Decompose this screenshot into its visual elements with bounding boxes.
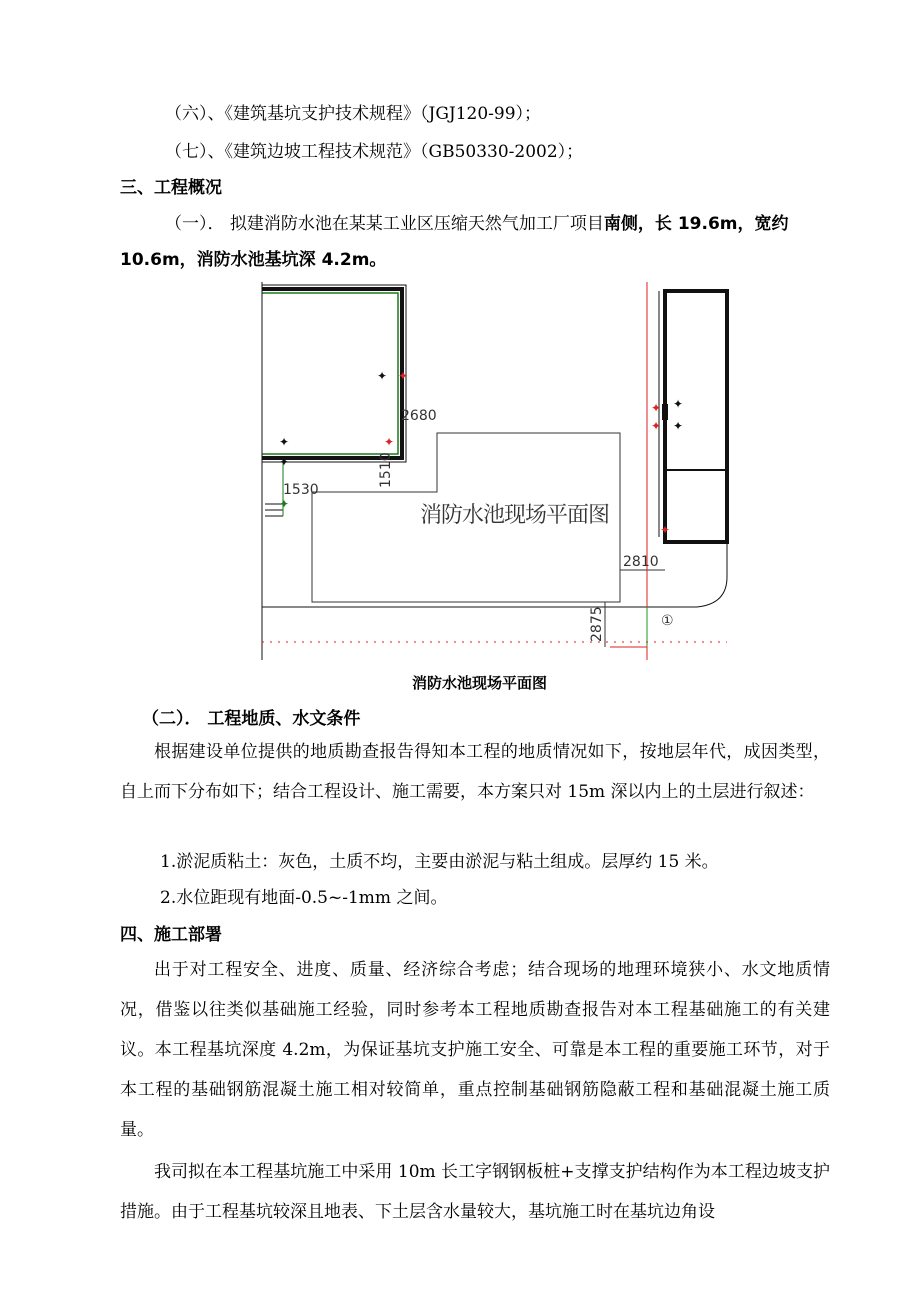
soil-layer-item-1: 1.淤泥质粘土：灰色，土质不均，主要由淤泥与粘土组成。层厚约 15 米。	[160, 852, 719, 872]
marker-red-5: ✦	[660, 523, 671, 537]
subsection-heading-2	[142, 711, 360, 728]
marker-red-3: ✦	[651, 401, 662, 415]
geology-paragraph	[120, 732, 830, 812]
marker-black-1: ✦	[377, 369, 388, 383]
marker-black-2: ✦	[279, 435, 290, 449]
marker-green-1: ✦	[279, 497, 290, 511]
section-heading-4: 四、施工部署	[120, 925, 222, 945]
section-heading-3: 三、工程概况	[120, 178, 222, 198]
overview-line-1-bold: 南侧，长 19.6m，宽约	[603, 214, 789, 234]
subsection-heading-2-text: （二）． 工程地质、水文条件	[142, 709, 361, 729]
overview-line-2: 10.6m，消防水池基坑深 4.2m。	[120, 250, 387, 270]
overview-line-1	[165, 216, 788, 233]
marker-red-4: ✦	[651, 419, 662, 433]
marker-red-2: ✦	[384, 435, 395, 449]
marker-red-1: ✦	[398, 369, 409, 383]
deployment-paragraph-1-text: 出于对工程安全、进度、质量、经济综合考虑；结合现场的地理环境狭小、水文地质情况，借鉴以往类似基础施工经验，同时参考本工程地质勘查报告对本工程基础施工的有关建议。本工程基坑深度 4.2m，为保证基坑支护施工安全、可靠是本工程的重要施工环节，对于本工程的基础钢筋混凝土施工相对较简单，重点控制基础钢筋隐蔽工程和基础混凝土施工质量。	[120, 960, 830, 1140]
grid-mark-1: ①	[661, 613, 674, 629]
reference-item-7: （七）、《建筑边坡工程技术规范》（GB50330-2002）；	[165, 142, 584, 162]
deployment-paragraph-2-text: 我司拟在本工程基坑施工中采用 10m 长工字钢钢板桩+支撑支护结构作为本工程边坡支护措施。由于工程基坑较深且地表、下土层含水量较大，基坑施工时在基坑边角设	[120, 1162, 830, 1222]
plan-caption: 消防水池现场平面图	[412, 674, 548, 692]
site-plan-drawing	[255, 282, 735, 660]
geology-paragraph-text: 根据建设单位提供的地质勘查报告得知本工程的地质情况如下，按地层年代，成因类型，自上而下分布如下；结合工程设计、施工需要，本方案只对 15m 深以内上的土层进行叙述：	[120, 742, 830, 802]
dim-1530: 1530	[283, 482, 319, 498]
dim-2810: 2810	[623, 554, 659, 570]
dim-2875: 2875	[589, 606, 605, 642]
plan-inner-title: 消防水池现场平面图	[420, 503, 610, 528]
marker-black-4: ✦	[673, 419, 684, 433]
deployment-paragraph-1	[120, 950, 830, 1150]
deployment-paragraph-2	[120, 1152, 830, 1232]
marker-black-5: ✦	[279, 455, 290, 469]
overview-line-1-text: （一）． 拟建消防水池在某某工业区压缩天然气加工厂项目	[165, 214, 604, 234]
marker-black-3: ✦	[673, 397, 684, 411]
water-level-item-2: 2.水位距现有地面-0.5~-1mm 之间。	[160, 888, 448, 908]
dim-1510: 1510	[378, 452, 394, 488]
dim-2680: 2680	[401, 408, 437, 424]
reference-item-6: （六）、《建筑基坑支护技术规程》（JGJ120-99）；	[165, 104, 542, 124]
